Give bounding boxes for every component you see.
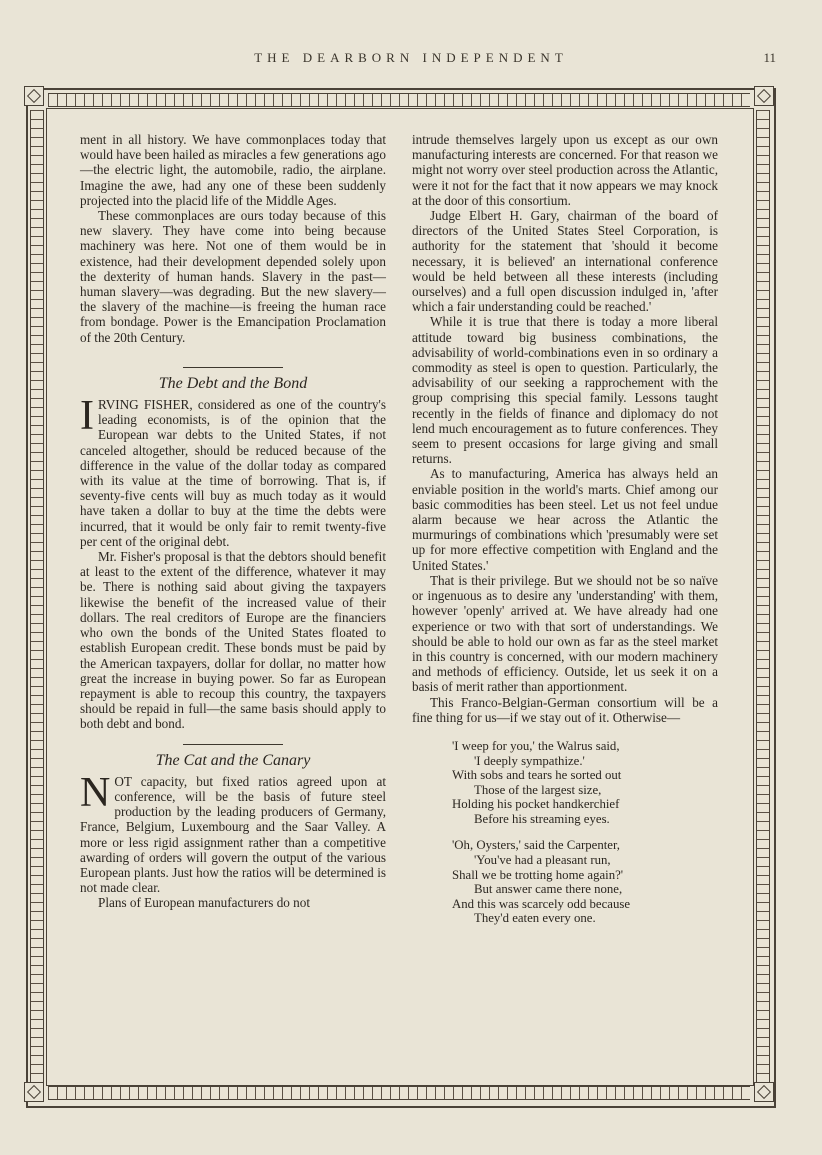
border-band-right	[756, 110, 770, 1082]
border-band-top	[48, 93, 750, 107]
verse-line: With sobs and tears he sorted out	[452, 768, 622, 783]
paragraph: IRVING FISHER, considered as one of the country's leading economists, is of the opinion that the European war debts to the United States, if not canceled altogether, should be reduced because of the difference in the value of the dollar today as compared with its value at the time of borrowing. That is, if seventy-five cents will buy as much today as it would have taken a dollar to buy at the time the debts were incurred, that it would be only fair to remit twenty-five per cent of the original debt.	[80, 393, 386, 549]
page-number: 11	[763, 50, 776, 65]
paragraph: intrude themselves largely upon us except as our own manufacturing interests are concerned. For that reason we might not worry over steel production across the Atlantic, were it not for the fact that it now appears we may knock at the door of this consortium.	[412, 132, 718, 208]
paragraph: This Franco-Belgian-German consortium will be a fine thing for us—if we stay out of it. Otherwise—	[412, 694, 718, 725]
verse-line: 'You've had a pleasant run,	[474, 853, 611, 868]
paragraph: As to manufacturing, America has always held an enviable position in the world's marts. Chief among our basic commodities has been steel. Let us not feel undue alarm because we hear across the Atlantic the murmurings of combinations which 'presumably were set up for more effective competition with England and the United States.'	[412, 466, 718, 573]
verse-stanza	[452, 838, 718, 926]
verse-line: Holding his pocket handkerchief	[452, 797, 620, 812]
corner-ornament	[24, 1082, 44, 1102]
section-rule	[183, 367, 283, 368]
verse-line: 'Oh, Oysters,' said the Carpenter,	[452, 838, 620, 853]
section-title: The Debt and the Bond	[158, 374, 308, 392]
paragraph: Plans of European manufacturers do not	[98, 895, 311, 911]
border-band-bottom	[48, 1086, 750, 1100]
right-column	[412, 132, 718, 938]
paragraph: ment in all history. We have commonplaces today that would have been hailed as miracles a few generations ago—the electric light, the automobile, radio, the airplane. Imagine the awe, had any one of these been suddenly projected into the placid life of the Middle Ages.	[80, 132, 386, 208]
border-band-left	[30, 110, 44, 1082]
verse-block	[452, 739, 718, 926]
paragraph: Mr. Fisher's proposal is that the debtors should benefit at least to the extent of the difference, whatever it may be. There is nothing said about giving the taxpayers likewise the benefit of the increased value of their dollars. The real creditors of Europe are the financiers who own the bonds of the United States floated to establish European credit. These bonds must be paid by the American taxpayers, dollar for dollar, no matter how great the increase in buying power. So far as European repayment is able to recoup this country, the taxpayers should be repaid in full—the same basis should apply to both debt and bond.	[80, 549, 386, 732]
paragraph: Judge Elbert H. Gary, chairman of the board of directors of the United States Steel Corporation, is authority for the statement that 'should it become necessary, it is believed' an international conference would be held between all these interests (including ourselves) and a full open discussion indulged in, 'after which a fair understanding could be reached.'	[412, 208, 718, 315]
verse-line: But answer came there none,	[474, 882, 623, 897]
section-title: The Cat and the Canary	[155, 751, 311, 769]
drop-cap: N	[80, 769, 111, 816]
section-rule	[183, 744, 283, 745]
verse-line: And this was scarcely odd because	[452, 896, 631, 911]
verse-stanza	[452, 739, 718, 827]
corner-ornament	[24, 86, 44, 106]
verse-line: 'I weep for you,' the Walrus said,	[452, 738, 620, 753]
paragraph: NOT capacity, but fixed ratios agreed upon at conference, will be the basis of future steel production by the leading producers of Germany, France, Belgium, Luxembourg and the Saar Valley. A more or less rigid assignment rather than a competitive awarding of orders will govern the output of the various European plants. Just how the ratios will be determined is not made clear.	[80, 769, 386, 896]
verse-line: Shall we be trotting home again?'	[452, 867, 624, 882]
running-head: THE DEARBORN INDEPENDENT	[254, 50, 568, 65]
corner-ornament	[754, 86, 774, 106]
verse-line: Those of the largest size,	[474, 782, 602, 797]
paragraph: These commonplaces are ours today because of this new slavery. They have come into being because machinery was here. Not one of them would be in existence, had their development depended solely upon the dexterity of human hands. Slavery in the past—human slavery—was degrading. But the new slavery—the slavery of the machine—is freeing the human race from bondage. Power is the Emancipation Proclamation of the 20th Century.	[80, 208, 386, 345]
verse-line: Before his streaming eyes.	[474, 811, 610, 826]
corner-ornament	[754, 1082, 774, 1102]
left-column	[80, 132, 386, 911]
drop-cap: I	[80, 393, 94, 440]
paragraph: While it is true that there is today a more liberal attitude toward big business combinations, the advisability of world-combinations even in so ordinary a commodity as steel is open to question. Particularly, the advisability of our seeking a rapprochement with the group comprising this special family. Lessons taught recently in the fields of finance and diplomacy do not lend much encouragement as to future conferences. They seem to present occasions for large giving and small returns.	[412, 314, 718, 467]
verse-line: 'I deeply sympathize.'	[474, 753, 585, 768]
paragraph: That is their privilege. But we should not be so naïve or ingenuous as to desire any 'understanding' with them, however 'openly' arrived at. We have already had one experience or two with that sort of understandings. We should be able to hold our own as far as the steel market in this country is concerned, with our modern machinery and methods of efficiency. Outside, let us seek it on a basis of merit rather than apportionment.	[412, 572, 718, 695]
verse-line: They'd eaten every one.	[474, 911, 596, 926]
